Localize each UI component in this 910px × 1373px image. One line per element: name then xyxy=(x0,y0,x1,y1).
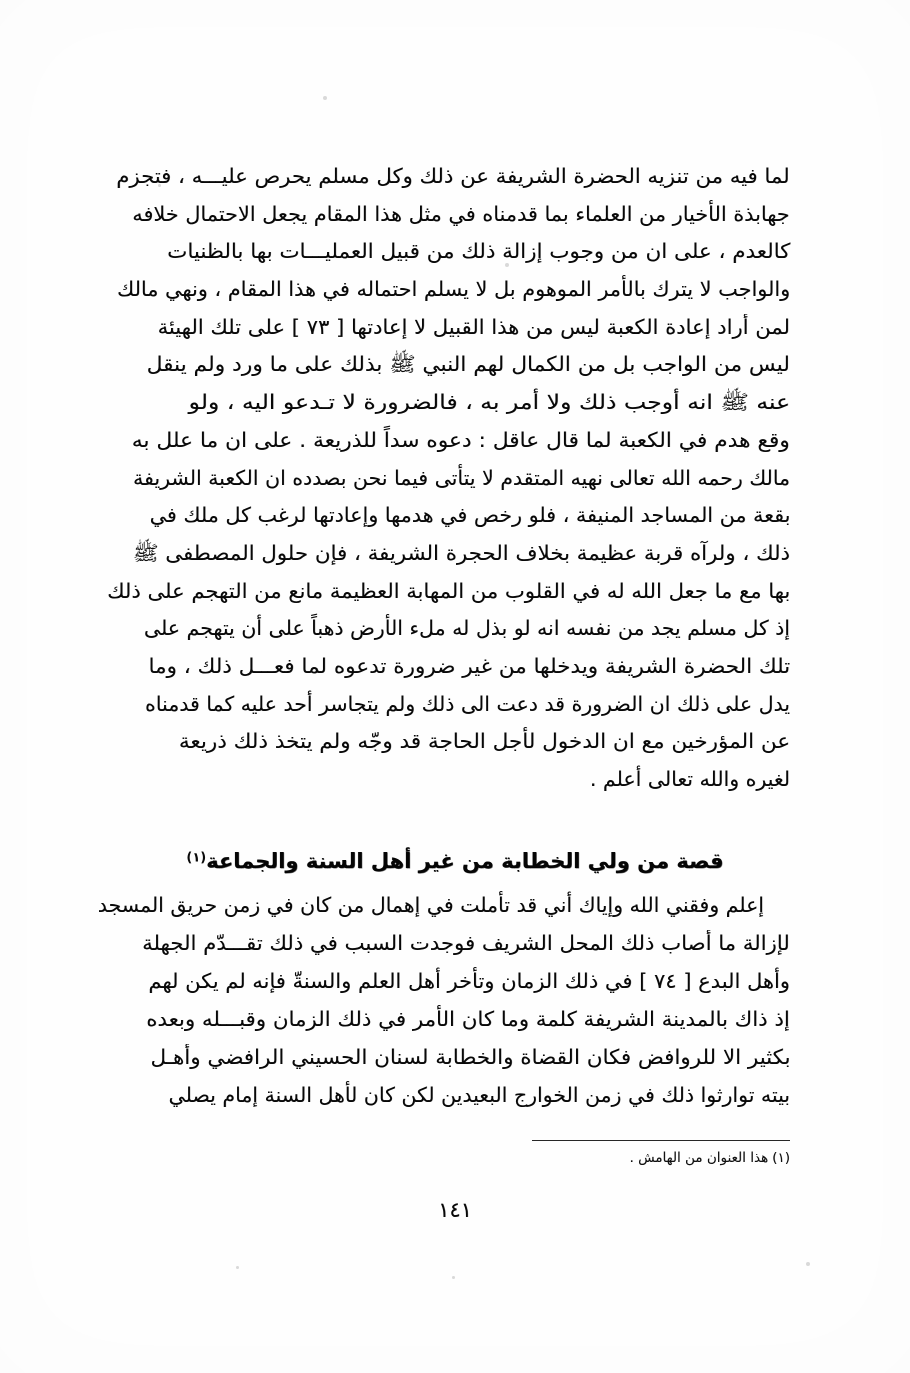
text-line-content: عن المؤرخين مع ان الدخول لأجل الحاجة قد وجّه ولم يتخذ ذلك ذريعة xyxy=(178,729,790,754)
scan-speck xyxy=(236,1266,239,1269)
text-line xyxy=(116,277,790,302)
text-line-content: بها مع ما جعل الله له في القلوب من المهابة العظيمة مانع من التهجم على ذلك xyxy=(106,578,790,603)
text-line-content: وأهل البدع [ ٧٤ ] في ذلك الزمان وتأخر أهل العلم والسنةّ فإنه لم يكن لهم xyxy=(148,969,790,993)
scan-speck xyxy=(806,1262,810,1266)
text-line-content: يدل على ذلك ان الضرورة قد دعت الى ذلك ولم يتجاسر أحد عليه كما قدمناه xyxy=(145,691,790,716)
text-line-content: والواجب لا يترك بالأمر الموهوم بل لا يسلم احتماله في هذا المقام ، ونهي مالك xyxy=(116,277,790,302)
text-line xyxy=(120,392,790,413)
scan-speck xyxy=(452,1276,455,1279)
text-line xyxy=(120,201,790,226)
footnote-reference-marker: (١) xyxy=(186,850,207,866)
text-line-content: وقع هدم في الكعبة لما قال عاقل : دعوه سداً للذريعة . على ان ما علل به xyxy=(131,427,790,452)
text-line xyxy=(120,427,790,452)
text-line xyxy=(120,1085,790,1106)
text-line-content: إذ كل مسلم يجد من نفسه انه لو بذل له ملء الأرض ذهباً على أن يتهجم على xyxy=(143,616,790,641)
text-line-content: إذ ذاك بالمدينة الشريفة كلمة وما كان الأمر في ذلك الزمان وقبـــله وبعده xyxy=(146,1007,790,1031)
text-line-last xyxy=(120,769,790,790)
text-line-content: لغيره والله تعالى أعلم . xyxy=(589,767,790,791)
text-line xyxy=(120,314,790,339)
text-line-content: كالعدم ، على ان من وجوب إزالة ذلك من قبيل العمليـــات بها بالظنيات xyxy=(166,239,790,264)
text-line xyxy=(120,691,790,716)
page-number: ١٤١ xyxy=(438,1198,472,1222)
footnote-text: هذا العنوان من الهامش . xyxy=(629,1150,769,1166)
text-line xyxy=(120,354,790,375)
text-line-content: إعلم وفقني الله وإياك أني قد تأملت في إهمال من كان في زمن حريق المسجد xyxy=(97,893,764,917)
text-line-content: ذلك ، ولرآه قربة عظيمة بخلاف الحجرة الشريفة ، فإن حلول المصطفى ﷺ xyxy=(132,540,790,565)
text-line-content: بقعة من المساجد المنيفة ، فلو رخص في هدمها وإعادتها لرغب كل ملك في xyxy=(149,503,790,528)
scan-speck xyxy=(323,96,327,100)
footnote xyxy=(470,1150,790,1166)
text-line-content: عنه ﷺ انه أوجب ذلك ولا أمر به ، فالضرورة لا تـدعو اليه ، ولو xyxy=(188,390,790,415)
text-line xyxy=(120,933,790,954)
footnote-separator-rule xyxy=(532,1140,790,1141)
text-line xyxy=(120,465,790,490)
text-line-content: بيته توارثوا ذلك في زمن الخوارج البعيدين لكن كان لأهل السنة إمام يصلي xyxy=(168,1083,790,1107)
text-line-content: لما فيه من تنزيه الحضرة الشريفة عن ذلك وكل مسلم يحرص عليـــه ، فتجزم xyxy=(116,164,790,188)
text-line-content: لمن أراد إعادة الكعبة ليس من هذا القبيل لا إعادتها [ ٧٣ ] على تلك الهيئة xyxy=(157,314,790,339)
text-line-content: تلك الحضرة الشريفة ويدخلها من غير ضرورة تدعوه لما فعـــل ذلك ، وما xyxy=(148,653,790,678)
footnote-number: (١) xyxy=(772,1150,790,1166)
text-line xyxy=(120,540,790,565)
text-line xyxy=(120,1047,790,1068)
text-line xyxy=(106,578,790,603)
body-paragraph-one xyxy=(106,164,790,807)
text-line xyxy=(120,1009,790,1030)
text-line-content: مالك رحمه الله تعالى نهيه المتقدم لا يتأتى فيما نحن بصدده ان الكعبة الشريفة xyxy=(133,465,790,490)
text-line xyxy=(120,618,790,639)
text-line xyxy=(120,731,790,752)
body-paragraph-two xyxy=(97,893,790,1123)
text-line xyxy=(120,505,790,526)
text-line xyxy=(97,893,790,917)
text-line-content: لإزالة ما أصاب ذلك المحل الشريف فوجدت السبب في ذلك تقـــدّم الجهلة xyxy=(142,931,790,955)
text-line-content: جهابذة الأخيار من العلماء بما قدمناه في مثل هذا المقام يجعل الاحتمال خلافه xyxy=(132,201,790,226)
text-line xyxy=(120,241,790,262)
text-line xyxy=(120,971,790,992)
text-line-content: ليس من الواجب بل من الكمال لهم النبي ﷺ بذلك على ما ورد ولم ينقل xyxy=(146,352,790,377)
text-line xyxy=(120,653,790,678)
section-heading xyxy=(0,849,910,873)
section-heading-text: قصة من ولي الخطابة من غير أهل السنة والجماعة xyxy=(206,849,724,873)
text-line-content: بكثير الا للروافض فكان القضاة والخطابة لسنان الحسيني الرافضي وأهـل xyxy=(150,1045,790,1069)
text-line xyxy=(116,164,790,188)
